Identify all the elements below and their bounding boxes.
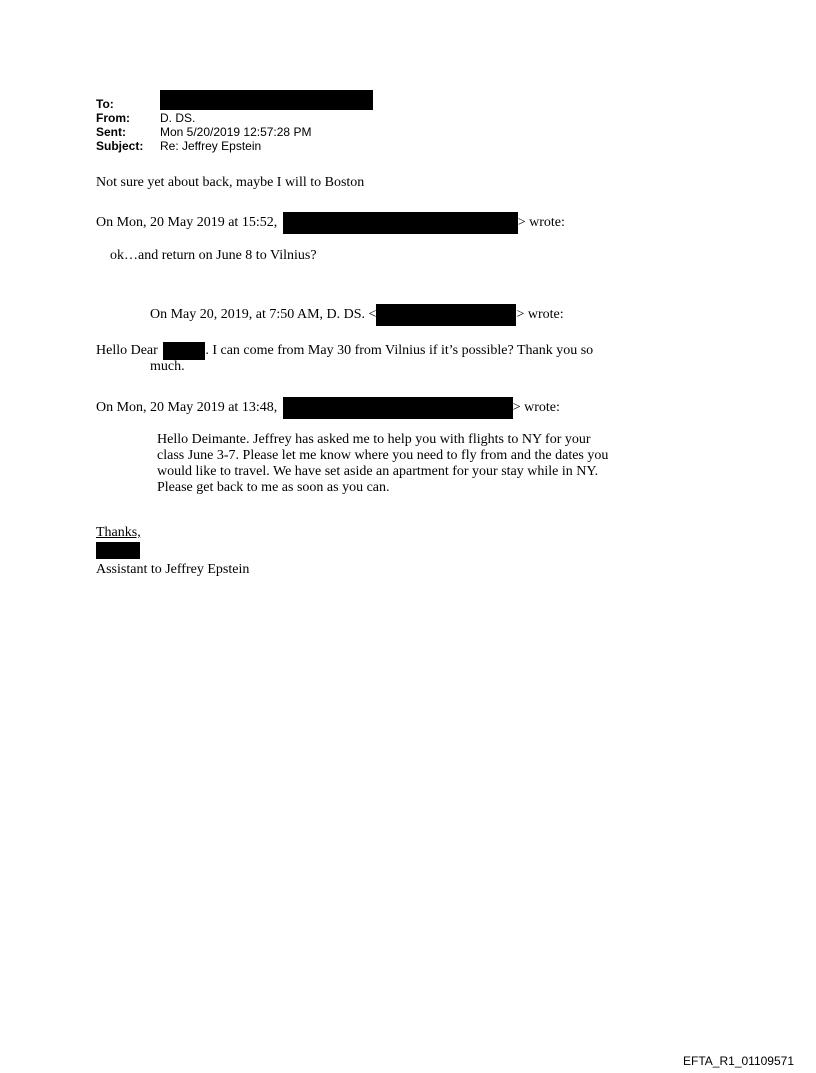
from-row [96, 111, 373, 125]
redacted-sender-email [283, 212, 518, 234]
quote3-line: would like to travel. We have set aside an apartment for your stay while in NY. [157, 464, 599, 479]
subject-label: Subject: [96, 139, 144, 153]
quote2-text: . I can come from May 30 from Vilnius if it’s possible? Thank you so [205, 343, 594, 359]
sent-label: Sent: [96, 125, 126, 139]
quote1-intro-suffix: > wrote: [517, 215, 565, 231]
to-label: To: [96, 97, 114, 111]
quote2-intro-suffix: > wrote: [516, 307, 564, 323]
reply-line: Not sure yet about back, maybe I will to Boston [96, 175, 365, 190]
quote3-line: Please get back to me as soon as you can. [157, 480, 390, 495]
bates-number: EFTA_R1_01109571 [683, 1054, 794, 1068]
from-value: D. DS. [160, 111, 196, 125]
subject-value: Re: Jeffrey Epstein [160, 139, 262, 153]
quote2-intro [150, 304, 564, 326]
quote2-hello: Hello Dear [96, 343, 158, 359]
signature-title: Assistant to Jeffrey Epstein [96, 562, 250, 577]
quote1-text: ok…and return on June 8 to Vilnius? [110, 248, 317, 263]
quote1-intro-prefix: On Mon, 20 May 2019 at 15:52, [96, 215, 278, 231]
quote3-intro-prefix: On Mon, 20 May 2019 at 13:48, [96, 400, 278, 416]
quote3-line: Hello Deimante. Jeffrey has asked me to help you with flights to NY for your [157, 432, 591, 447]
quote3-paragraph [157, 432, 608, 496]
quote1-intro [96, 212, 565, 234]
quote2-text-line2: much. [150, 359, 185, 374]
quote3-intro-suffix: > wrote: [512, 400, 560, 416]
quote3-intro [96, 397, 560, 419]
thanks: Thanks, [96, 525, 141, 540]
redacted-signature-name [96, 542, 140, 559]
sent-row [96, 125, 373, 139]
redacted-to-recipient [160, 90, 373, 110]
sent-value: Mon 5/20/2019 12:57:28 PM [160, 125, 312, 139]
subject-row [96, 139, 373, 153]
redacted-dds-email [376, 304, 516, 326]
quote2-text-line1 [96, 342, 593, 360]
from-label: From: [96, 111, 130, 125]
to-row [96, 97, 373, 111]
quote2-intro-prefix: On May 20, 2019, at 7:50 AM, D. DS. < [150, 307, 377, 323]
quote3-line: class June 3-7. Please let me know where you need to fly from and the dates you [157, 448, 609, 463]
redacted-assistant-email [283, 397, 513, 419]
email-header [96, 97, 373, 153]
redacted-recipient-name [163, 342, 205, 360]
